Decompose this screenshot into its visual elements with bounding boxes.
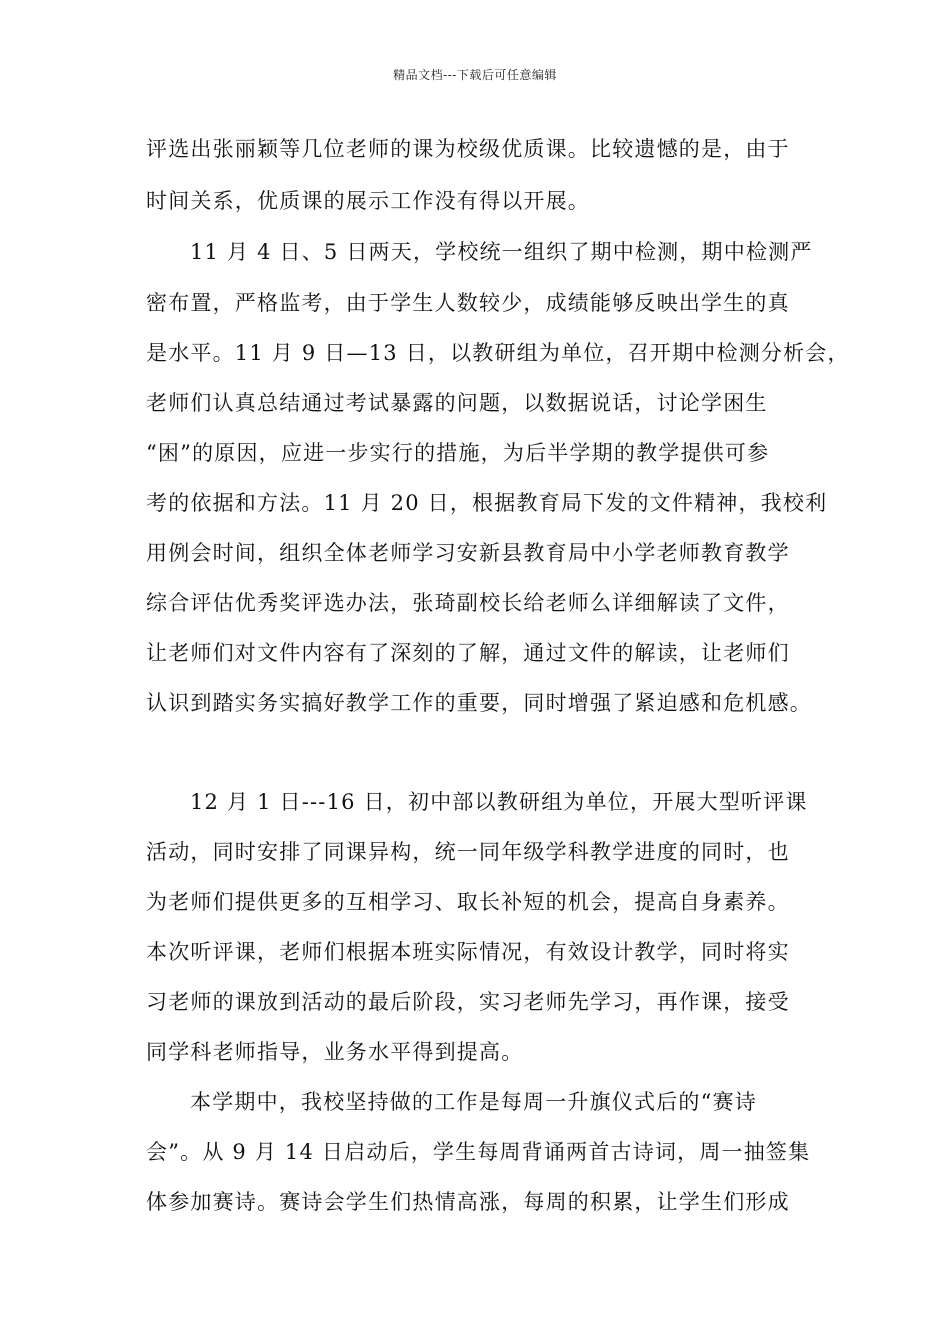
body-line: “困”的原因，应进一步实行的措施，为后半学期的教学提供可参 — [146, 441, 770, 465]
body-line: 时间关系，优质课的展示工作没有得以开展。 — [146, 189, 590, 213]
body-line: 综合评估优秀奖评选办法，张琦副校长给老师么详细解读了文件， — [146, 591, 790, 615]
body-line: 密布置，严格监考，由于学生人数较少，成绩能够反映出学生的真 — [146, 291, 790, 315]
body-line: 为老师们提供更多的互相学习、取长补短的机会，提高自身素养。 — [146, 890, 790, 914]
page-header: 精品文档---下载后可任意编辑 — [393, 68, 557, 82]
paragraph-first-line: 12 月 1 日---16 日，初中部以教研组为单位，开展大型听评课 — [190, 790, 808, 814]
paragraph-first-line: 本学期中，我校坚持做的工作是每周一升旗仪式后的“赛诗 — [190, 1090, 757, 1114]
body-line: 评选出张丽颖等几位老师的课为校级优质课。比较遗憾的是，由于 — [146, 137, 790, 161]
body-line: 用例会时间，组织全体老师学习安新县教育局中小学老师教育教学 — [146, 541, 790, 565]
body-line: 考的依据和方法。11 月 20 日，根据教育局下发的文件精神，我校利 — [146, 491, 828, 515]
body-line: 习老师的课放到活动的最后阶段，实习老师先学习，再作课，接受 — [146, 990, 790, 1014]
body-line: 让老师们对文件内容有了深刻的了解，通过文件的解读，让老师们 — [146, 641, 790, 665]
body-line: 会”。从 9 月 14 日启动后，学生每周背诵两首古诗词，周一抽签集 — [146, 1140, 811, 1164]
body-line: 认识到踏实务实搞好教学工作的重要，同时增强了紧迫感和危机感。 — [146, 691, 812, 715]
body-line: 本次听评课，老师们根据本班实际情况，有效设计教学，同时将实 — [146, 940, 790, 964]
body-line: 是水平。11 月 9 日—13 日，以教研组为单位，召开期中检测分析会， — [146, 341, 850, 365]
body-line: 活动，同时安排了同课异构，统一同年级学科教学进度的同时，也 — [146, 840, 790, 864]
body-line: 体参加赛诗。赛诗会学生们热情高涨，每周的积累，让学生们形成 — [146, 1190, 790, 1214]
body-line: 同学科老师指导，业务水平得到提高。 — [146, 1040, 524, 1064]
paragraph-first-line: 11 月 4 日、5 日两天，学校统一组织了期中检测，期中检测严 — [190, 240, 813, 264]
body-line: 老师们认真总结通过考试暴露的问题，以数据说话，讨论学困生 — [146, 391, 768, 415]
